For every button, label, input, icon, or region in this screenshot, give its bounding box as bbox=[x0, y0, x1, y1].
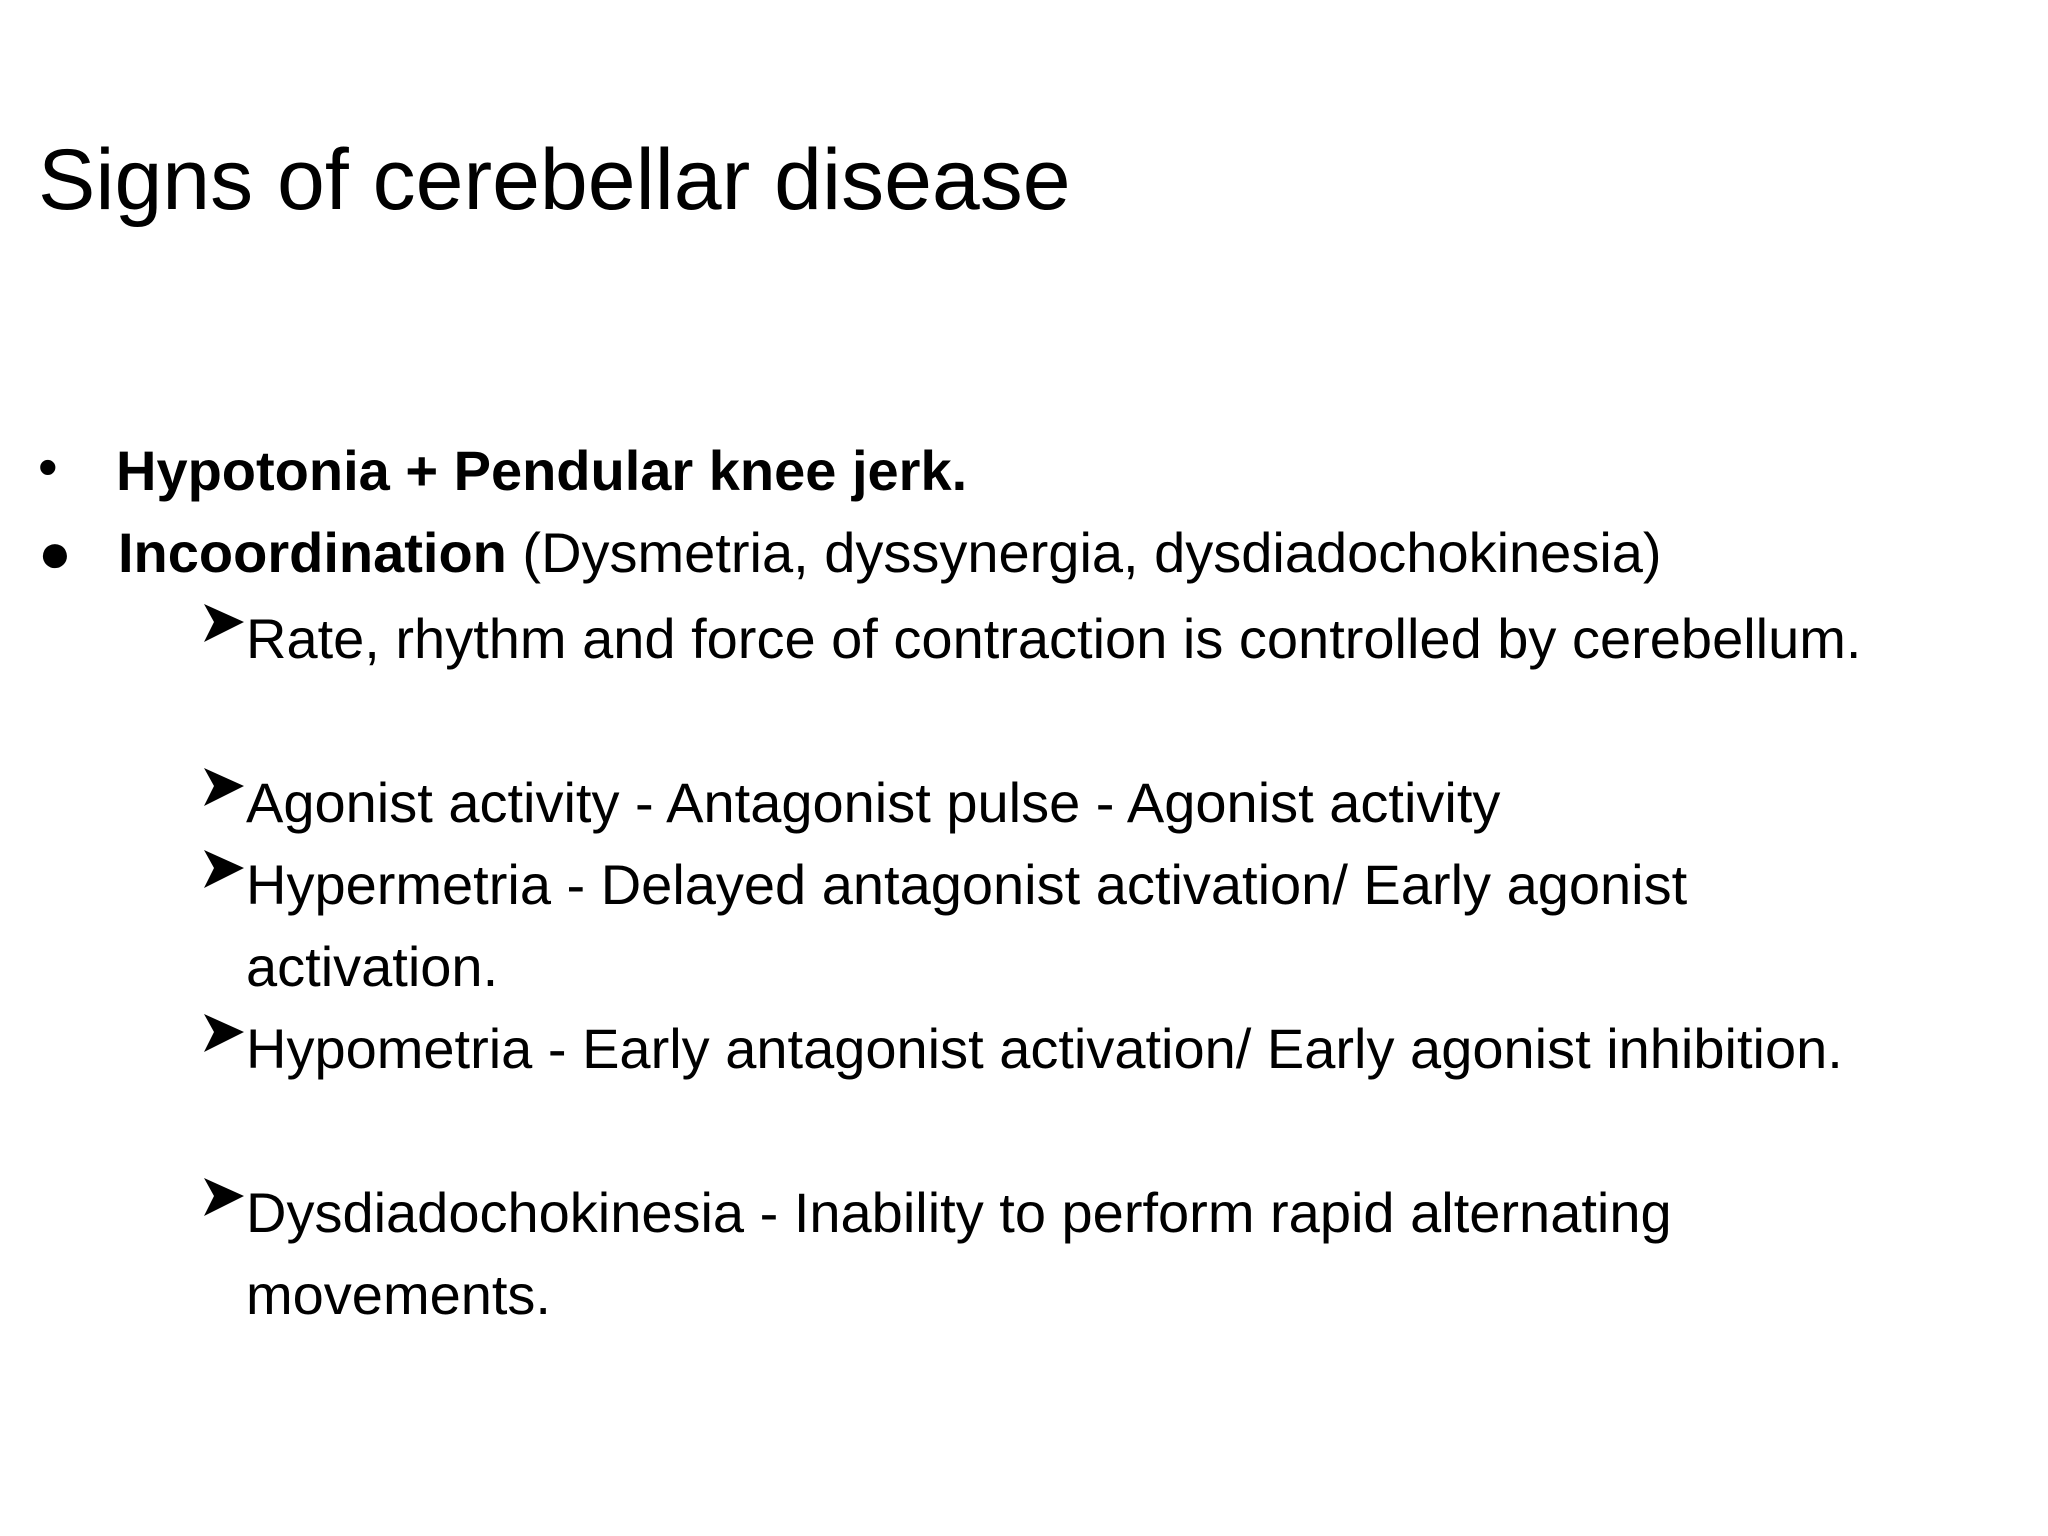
bullet-incoordination-heading: Incoordination bbox=[118, 521, 507, 584]
sub-bullet-text: Hypermetria - Delayed antagonist activation/ Early agonist activation. bbox=[246, 853, 1688, 998]
sub-bullet-hypermetria bbox=[200, 844, 1880, 1008]
bullet-incoordination-detail: (Dysmetria, dyssynergia, dysdiadochokinesia) bbox=[506, 521, 1662, 584]
sub-bullet-agonist-activity bbox=[200, 762, 1880, 844]
bullet-hypotonia bbox=[116, 438, 967, 504]
arrowhead-bullet-icon bbox=[200, 764, 248, 812]
arrowhead-bullet-icon bbox=[200, 846, 248, 894]
arrowhead-bullet-icon bbox=[200, 600, 248, 648]
sub-bullet-text: Agonist activity - Antagonist pulse - Agonist activity bbox=[246, 771, 1501, 834]
sub-bullet-dysdiadochokinesia bbox=[200, 1172, 1880, 1336]
sub-bullet-rate-rhythm bbox=[200, 598, 1880, 680]
bullet-hypotonia-text: Hypotonia + Pendular knee jerk. bbox=[116, 439, 968, 502]
bullet-filled-circle-icon: ● bbox=[38, 521, 72, 584]
sub-bullet-text: Rate, rhythm and force of contraction is controlled by cerebellum. bbox=[246, 607, 1862, 670]
arrowhead-bullet-icon bbox=[200, 1010, 248, 1058]
sub-bullet-text: Dysdiadochokinesia - Inability to perform rapid alternating movements. bbox=[246, 1181, 1672, 1326]
sub-bullet-text: Hypometria - Early antagonist activation/ Early agonist inhibition. bbox=[246, 1017, 1843, 1080]
slide-title: Signs of cerebellar disease bbox=[38, 132, 1071, 228]
arrowhead-bullet-icon bbox=[200, 1174, 248, 1222]
bullet-dot-icon: • bbox=[38, 435, 58, 498]
sub-bullet-hypometria bbox=[200, 1008, 1880, 1090]
bullet-incoordination bbox=[118, 520, 1662, 586]
